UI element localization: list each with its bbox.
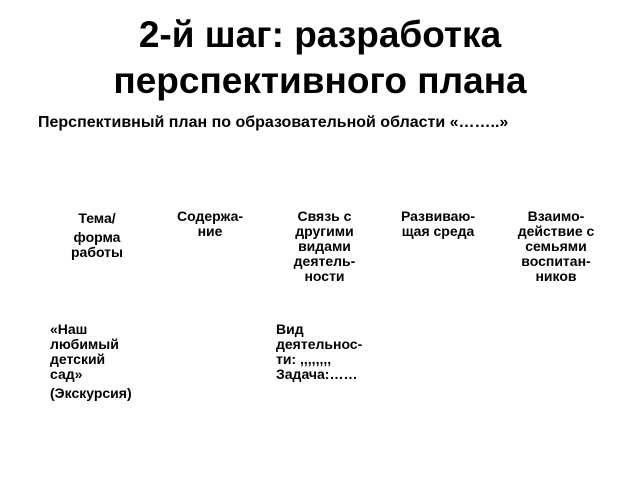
header-cell-theme-form xyxy=(52,211,142,260)
header-cell-family-interaction xyxy=(500,209,612,284)
header-text: Развиваю- xyxy=(400,208,476,224)
header-text: ние xyxy=(197,223,223,239)
cell-text: детский xyxy=(50,351,106,367)
header-text: ников xyxy=(535,268,577,284)
header-text: щая среда xyxy=(401,223,475,239)
header-text: форма xyxy=(73,229,121,245)
header-cell-content xyxy=(160,209,260,239)
header-text: ности xyxy=(304,268,345,284)
row-1-theme-cell xyxy=(50,322,155,401)
header-text: деятель- xyxy=(293,253,356,269)
cell-text: ти: ,,,,,,,, xyxy=(276,351,332,367)
header-text: видами xyxy=(298,238,351,254)
slide-title-line-2: перспективного плана xyxy=(113,60,527,101)
row-1-activity-link-cell xyxy=(276,322,386,382)
slide-title xyxy=(0,12,640,104)
header-text: Тема/ xyxy=(78,210,116,226)
slide-subtitle: Перспективный план по образовательной области «……..» xyxy=(38,114,509,131)
cell-text: сад» xyxy=(50,366,83,382)
cell-text: любимый xyxy=(50,336,119,352)
header-text: другими xyxy=(295,223,354,239)
header-text: работы xyxy=(70,244,123,260)
header-text: Взаимо- xyxy=(527,208,585,224)
header-text: Содержа- xyxy=(176,208,244,224)
cell-text: Вид xyxy=(276,321,304,337)
header-text: действие с xyxy=(517,223,595,239)
header-cell-activity-link xyxy=(272,209,377,284)
cell-text: деятельнос- xyxy=(276,336,363,352)
cell-text: (Экскурсия) xyxy=(50,385,132,401)
header-text: Связь с xyxy=(297,208,352,224)
slide-title-line-1: 2-й шаг: разработка xyxy=(138,14,502,55)
header-text: воспитан- xyxy=(521,253,591,269)
header-text: семьями xyxy=(525,238,587,254)
cell-text: Задача:…… xyxy=(276,366,358,382)
header-cell-environment xyxy=(383,209,493,239)
cell-text: «Наш xyxy=(50,321,88,337)
